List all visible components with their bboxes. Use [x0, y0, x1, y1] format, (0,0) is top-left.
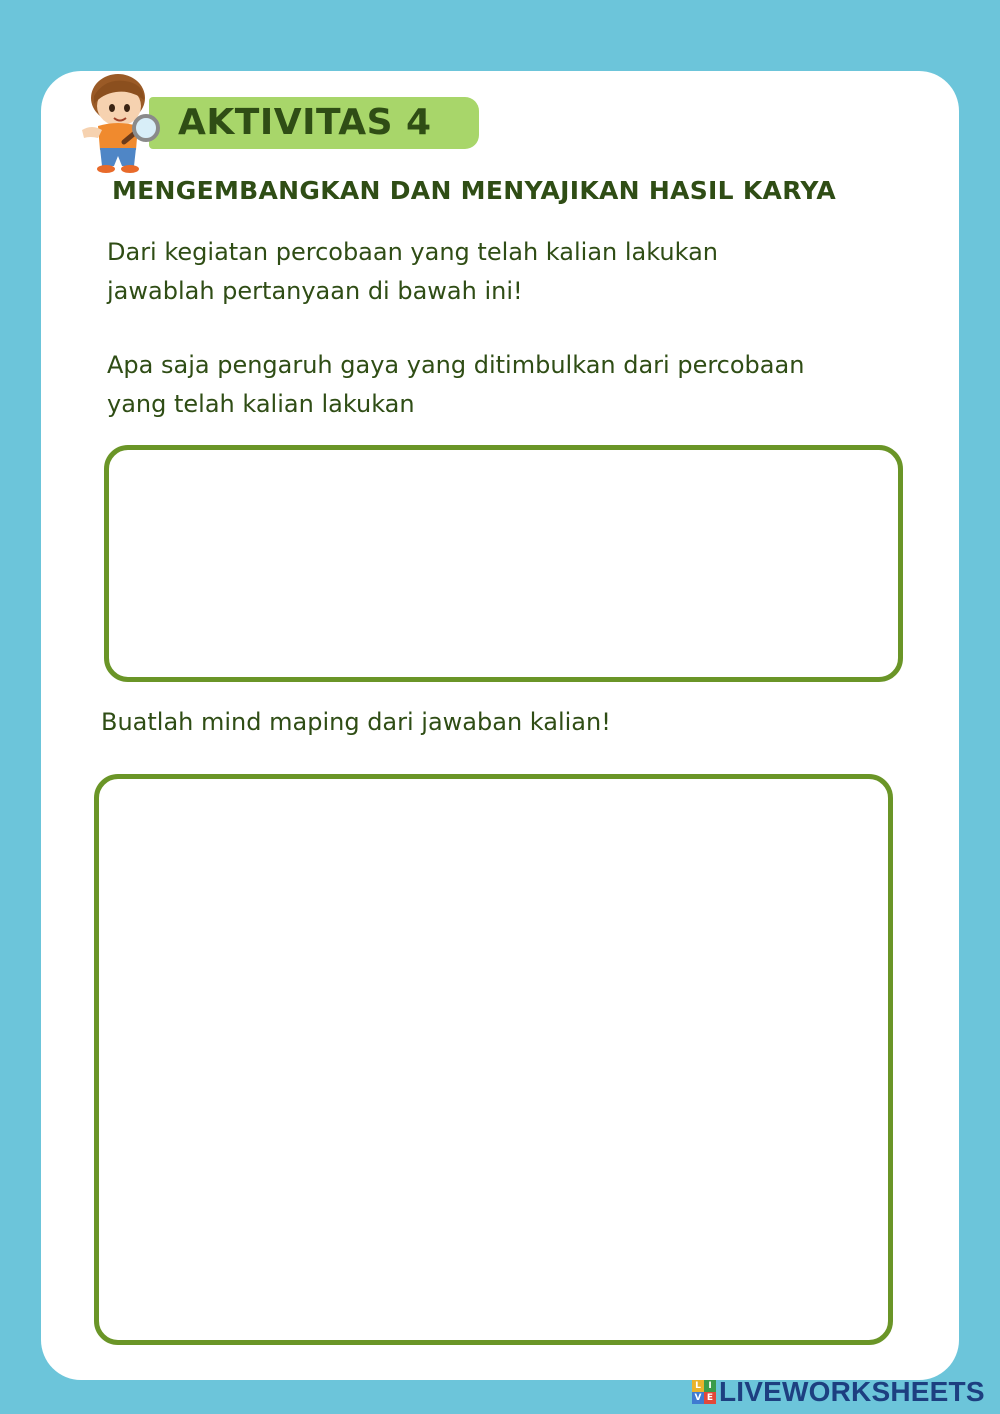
activity-title: AKTIVITAS 4 [178, 102, 432, 143]
question-line: yang telah kalian lakukan [107, 390, 415, 418]
liveworksheets-logo [692, 1376, 985, 1408]
logo-text: LIVEWORKSHEETS [719, 1376, 985, 1407]
activity-subtitle: MENGEMBANGKAN DAN MENYAJIKAN HASIL KARYA [112, 176, 837, 205]
question-text [107, 346, 907, 424]
answer-box[interactable] [104, 445, 903, 682]
intro-line: Dari kegiatan percobaan yang telah kalian lakukan [107, 238, 719, 266]
intro-text [107, 233, 907, 311]
mindmap-prompt: Buatlah mind maping dari jawaban kalian! [101, 708, 611, 736]
logo-mark-icon: L I V E [692, 1380, 716, 1404]
mindmap-box[interactable] [94, 774, 893, 1345]
question-line: Apa saja pengaruh gaya yang ditimbulkan dari percobaan [107, 351, 805, 379]
kid-with-magnifier-icon [72, 68, 164, 178]
intro-line: jawablah pertanyaan di bawah ini! [107, 277, 523, 305]
